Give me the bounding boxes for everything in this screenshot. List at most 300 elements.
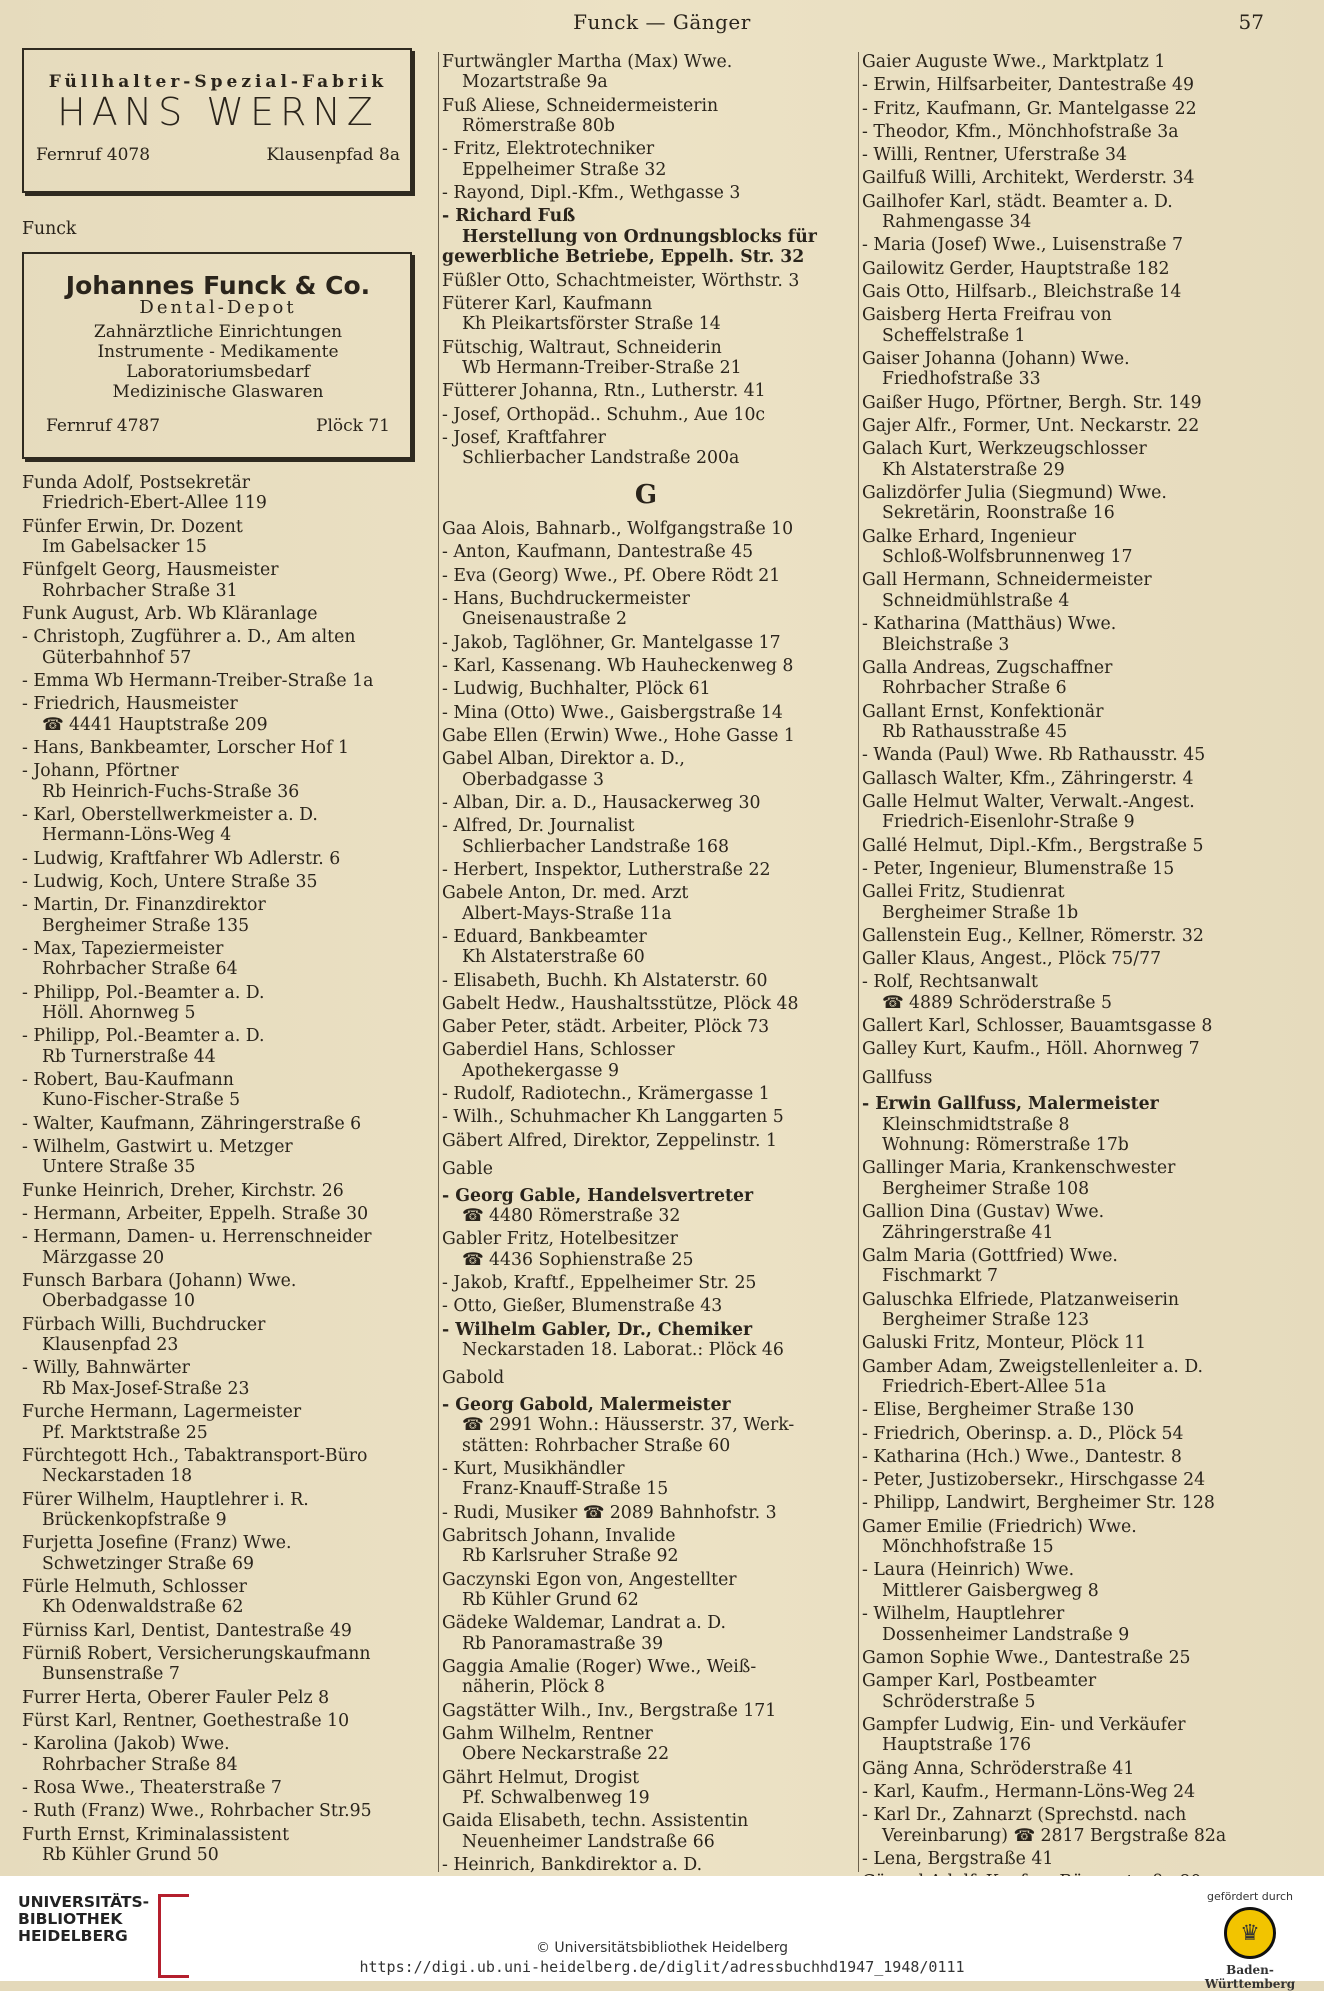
directory-entry (862, 1517, 1270, 1558)
entry-list (442, 1229, 850, 1316)
directory-entry (442, 994, 850, 1014)
entry-line: - Emma Wb Hermann-Treiber-Straße 1a (22, 670, 374, 691)
entry-line: ☎ 4441 Hauptstraße 209 (42, 714, 268, 735)
directory-entry (862, 349, 1270, 390)
entry-line: Vereinbarung) ☎ 2817 Bergstraße 82a (882, 1825, 1227, 1846)
entry-line: Kh Pleikartsförster Straße 14 (462, 314, 721, 335)
entry-line: Fürle Helmuth, Schlosser (22, 1576, 247, 1597)
directory-entry (862, 52, 1270, 72)
entry-line: Funk August, Arb. Wb Kläranlage (22, 603, 318, 624)
directory-entry (442, 405, 850, 425)
entry-line: Rb Karlsruher Straße 92 (462, 1546, 679, 1567)
entry-line: - Jakob, Kraftf., Eppelheimer Str. 25 (442, 1272, 757, 1293)
directory-entry (442, 1296, 850, 1316)
entry-line: Galuschka Elfriede, Platzanweiserin (862, 1289, 1180, 1310)
entry-line: Rb Max-Josef-Straße 23 (42, 1378, 250, 1399)
entry-line: Gailowitz Gerder, Hauptstraße 182 (862, 258, 1170, 279)
entry-line: - Martin, Dr. Finanzdirektor (22, 895, 266, 916)
ad-address: Plöck 71 (316, 416, 390, 437)
directory-entry (862, 393, 1270, 413)
entry-line: ☎ 4480 Römerstraße 32 (462, 1205, 681, 1226)
directory-entry (22, 627, 422, 668)
logo-line: BIBLIOTHEK (18, 1910, 123, 1928)
directory-entry (862, 792, 1270, 833)
column-1 (22, 48, 422, 1868)
directory-entry (22, 1490, 422, 1531)
directory-entry (862, 122, 1270, 142)
entry-line: - Karl, Kassenang. Wb Hauheckenweg 8 (442, 655, 794, 676)
entry-line: - Ludwig, Kraftfahrer Wb Adlerstr. 6 (22, 848, 341, 869)
entry-line: Rb Kühler Grund 50 (42, 1844, 219, 1865)
entry-line: Gamer Emilie (Friedrich) Wwe. (862, 1516, 1137, 1537)
directory-entry (442, 1459, 850, 1500)
entry-line: - Katharina (Matthäus) Wwe. (862, 614, 1117, 635)
section-label-gable: Gable (442, 1159, 493, 1180)
entry-line: Furrer Herta, Oberer Fauler Pelz 8 (22, 1687, 330, 1708)
entry-line: Schloß-Wolfsbrunnenweg 17 (882, 547, 1133, 568)
entry-line: Furche Hermann, Lagermeister (22, 1402, 302, 1423)
entry-line: Pf. Schwalbenweg 19 (462, 1788, 650, 1809)
directory-entry (442, 1613, 850, 1654)
directory-entry (862, 882, 1270, 923)
directory-entry (862, 305, 1270, 346)
directory-entry (862, 1400, 1270, 1420)
column-3 (858, 52, 1270, 1872)
entry-line: - Max, Tapeziermeister (22, 938, 224, 959)
entry-line: Friedrich-Ebert-Allee 119 (42, 493, 267, 514)
directory-entry (442, 656, 850, 676)
entry-line: Rb Panoramastraße 39 (462, 1633, 664, 1654)
entry-line: Gagstätter Wilh., Inv., Bergstraße 171 (442, 1700, 777, 1721)
directory-entry (22, 1204, 422, 1224)
directory-entry (22, 983, 422, 1024)
entry-line: Gailhofer Karl, städt. Beamter a. D. (862, 191, 1173, 212)
entry-line: Rohrbacher Straße 84 (42, 1754, 238, 1775)
directory-entry (442, 1570, 850, 1611)
entry-line: Gährt Helmut, Drogist (442, 1767, 640, 1788)
entry-line: - Karl, Kaufm., Hermann-Löns-Weg 24 (862, 1781, 1196, 1802)
entry-line: Güterbahnhof 57 (42, 647, 192, 668)
entry-line: Gabe Ellen (Erwin) Wwe., Hohe Gasse 1 (442, 725, 795, 746)
entry-line: - Wilhelm, Hauptlehrer (862, 1604, 1065, 1625)
directory-entry (442, 860, 850, 880)
state-seal-icon: ♛ (1224, 1907, 1276, 1959)
entry-line: Rahmengasse 34 (882, 212, 1032, 233)
logo-line: UNIVERSITÄTS- (18, 1893, 150, 1911)
entry-line: - Elisabeth, Buchh. Kh Alstaterstr. 60 (442, 970, 768, 991)
entry-line: Fürniß Robert, Versicherungskaufmann (22, 1643, 371, 1664)
entry-line: Funke Heinrich, Dreher, Kirchstr. 26 (22, 1180, 344, 1201)
entry-line: Apothekergasse 9 (462, 1060, 620, 1081)
directory-entry (22, 1315, 422, 1356)
directory-entry (22, 1734, 422, 1775)
entry-line: Galler Klaus, Angest., Plöck 75/77 (862, 949, 1162, 970)
directory-entry (22, 805, 422, 846)
entry-line: Gamper Karl, Postbeamter (862, 1671, 1097, 1692)
entry-line: - Friedrich, Oberinsp. a. D., Plöck 54 (862, 1423, 1184, 1444)
page-number: 57 (1238, 10, 1264, 34)
directory-entry (862, 570, 1270, 611)
directory-entry (862, 1560, 1270, 1601)
directory-entry (862, 1671, 1270, 1712)
entry-line: - Philipp, Landwirt, Bergheimer Str. 128 (862, 1493, 1215, 1514)
ad-johannes-funck (22, 252, 412, 459)
section-label-gabold: Gabold (442, 1368, 505, 1389)
entry-line: Untere Straße 35 (42, 1157, 196, 1178)
entry-line: - Otto, Gießer, Blumenstraße 43 (442, 1296, 723, 1317)
library-footer (0, 1876, 1324, 1991)
ub-heidelberg-logo[interactable] (18, 1894, 208, 1945)
directory-entry (862, 769, 1270, 789)
entry-line: Gaisberg Herta Freifrau von (862, 305, 1112, 326)
directory-entry (862, 1604, 1270, 1645)
entry-line: Scheffelstraße 1 (882, 325, 1026, 346)
entry-line: - Alfred, Dr. Journalist (442, 816, 635, 837)
entry-line: gewerbliche Betriebe, Eppelh. Str. 32 (442, 247, 805, 268)
directory-entry (442, 816, 850, 857)
entry-line: - Fritz, Elektrotechniker (442, 139, 655, 160)
entry-line: Oberbadgasse 10 (42, 1291, 195, 1312)
entry-line: Hauptstraße 176 (882, 1735, 1032, 1756)
directory-entry (862, 235, 1270, 255)
directory-entry (862, 926, 1270, 946)
ad-phone: Fernruf 4078 (36, 144, 151, 165)
directory-entry (862, 702, 1270, 743)
directory-entry (442, 1657, 850, 1698)
entry-line: Füterer Karl, Kaufmann (442, 293, 653, 314)
entry-line: Obere Neckarstraße 22 (462, 1744, 670, 1765)
entry-line: Friedhofstraße 33 (882, 369, 1041, 390)
ad-line: Laboratoriumsbedarf (126, 362, 310, 383)
directory-entry (862, 192, 1270, 233)
entry-line: Höll. Ahornweg 5 (42, 1003, 196, 1024)
directory-entry (22, 1778, 422, 1798)
entry-line: Gallion Dina (Gustav) Wwe. (862, 1202, 1105, 1223)
directory-entry (862, 1290, 1270, 1331)
directory-entry (22, 517, 422, 558)
entry-line: - Ruth (Franz) Wwe., Rohrbacher Str.95 (22, 1801, 372, 1822)
entry-line: Schröderstraße 5 (882, 1691, 1036, 1712)
entry-line: Pf. Marktstraße 25 (42, 1422, 208, 1443)
directory-entry (862, 282, 1270, 302)
entry-line: - Ludwig, Buchhalter, Plöck 61 (442, 679, 711, 700)
entry-line: Gallenstein Eug., Kellner, Römerstr. 32 (862, 925, 1204, 946)
entry-line: - Wanda (Paul) Wwe. Rb Rathausstr. 45 (862, 745, 1206, 766)
entry-line: Wb Hermann-Treiber-Straße 21 (462, 357, 742, 378)
ad-company-name: Johannes Funck & Co. (65, 270, 371, 300)
directory-entry (862, 658, 1270, 699)
entry-line: - Rolf, Rechtsanwalt (862, 972, 1038, 993)
directory-entry (862, 836, 1270, 856)
entry-line: - Jakob, Taglöhner, Gr. Mantelgasse 17 (442, 632, 781, 653)
entry-line: Gneisenaustraße 2 (462, 609, 627, 630)
directory-entry (862, 99, 1270, 119)
entry-line: - Josef, Orthopäd.. Schuhm., Aue 10c (442, 404, 766, 425)
entry-line: - Eva (Georg) Wwe., Pf. Obere Rödt 21 (442, 565, 781, 586)
featured-entry-richard-fuss (442, 206, 850, 267)
entry-line: Rohrbacher Straße 64 (42, 959, 238, 980)
directory-entry (442, 1040, 850, 1081)
featured-entry-georg-gable (442, 1186, 850, 1227)
entry-line: Brückenkopfstraße 9 (42, 1509, 227, 1530)
entry-line: Mönchhofstraße 15 (882, 1537, 1054, 1558)
entry-line: Rohrbacher Straße 31 (42, 580, 238, 601)
entry-line: Gamber Adam, Zweigstellenleiter a. D. (862, 1356, 1204, 1377)
directory-entry (442, 1131, 850, 1151)
directory-entry (862, 259, 1270, 279)
entry-line: Füßler Otto, Schachtmeister, Wörthstr. 3 (442, 270, 800, 291)
directory-entry (442, 1724, 850, 1765)
entry-line: - Alban, Dir. a. D., Hausackerweg 30 (442, 792, 761, 813)
entry-line: Neuenheimer Landstraße 66 (462, 1831, 715, 1852)
directory-entry (862, 1759, 1270, 1779)
directory-entry (22, 1446, 422, 1487)
directory-entry (22, 473, 422, 514)
entry-line: Schwetzinger Straße 69 (42, 1553, 255, 1574)
entry-line: Zähringerstraße 41 (882, 1222, 1054, 1243)
entry-line: Gaberdiel Hans, Schlosser (442, 1040, 675, 1061)
directory-entry (22, 738, 422, 758)
directory-entry (862, 972, 1270, 1013)
copyright-notice: © Universitätsbibliothek Heidelberg (535, 1940, 788, 1956)
entry-line: Mozartstraße 9a (462, 72, 608, 93)
directory-entry (862, 1202, 1270, 1243)
entry-line: - Anton, Kaufmann, Dantestraße 45 (442, 542, 754, 563)
entry-line: Fischmarkt 7 (882, 1266, 999, 1287)
entry-line: Galle Helmut Walter, Verwalt.-Angest. (862, 791, 1195, 812)
entry-line: - Hans, Buchdruckermeister (442, 588, 690, 609)
entry-line: Mittlerer Gaisbergweg 8 (882, 1580, 1099, 1601)
entry-line: - Philipp, Pol.-Beamter a. D. (22, 1026, 265, 1047)
directory-entry (862, 416, 1270, 436)
entry-line: Fürniss Karl, Dentist, Dantestraße 49 (22, 1620, 352, 1641)
directory-entry (862, 483, 1270, 524)
directory-entry (22, 1688, 422, 1708)
entry-line: Eppelheimer Straße 32 (462, 159, 667, 180)
entry-line: Herstellung von Ordnungsblocks für (462, 226, 817, 247)
entry-line: Dossenheimer Landstraße 9 (882, 1624, 1130, 1645)
entry-line: Rb Kühler Grund 62 (462, 1589, 639, 1610)
entry-line: näherin, Plöck 8 (462, 1677, 605, 1698)
entry-line: Klausenpfad 23 (42, 1335, 179, 1356)
directory-entry (862, 745, 1270, 765)
entry-line: - Rosa Wwe., Theaterstraße 7 (22, 1777, 282, 1798)
funding-badge (1200, 1890, 1300, 1991)
entry-line: Gabler Fritz, Hotelbesitzer (442, 1229, 678, 1250)
entry-line: - Josef, Kraftfahrer (442, 427, 606, 448)
directory-entry (442, 52, 850, 93)
entry-line: Kh Alstaterstraße 29 (882, 459, 1065, 480)
directory-entry (862, 1357, 1270, 1398)
entry-line: - Peter, Justizobersekr., Hirschgasse 24 (862, 1470, 1206, 1491)
entry-line: - Heinrich, Bankdirektor a. D. (442, 1855, 703, 1876)
directory-entry (442, 96, 850, 137)
entry-line: Galuski Fritz, Monteur, Plöck 11 (862, 1333, 1147, 1354)
entry-line: Gallinger Maria, Krankenschwester (862, 1158, 1176, 1179)
entry-line: - Georg Gable, Handelsvertreter (442, 1185, 754, 1206)
entry-line: Gallasch Walter, Kfm., Zähringerstr. 4 (862, 768, 1194, 789)
entry-line: Märzgasse 20 (42, 1247, 165, 1268)
column-2 (438, 52, 850, 1876)
entry-line: Gaiser Johanna (Johann) Wwe. (862, 349, 1130, 370)
funded-by-label: gefördert durch (1206, 1890, 1294, 1903)
directory-entry (22, 1533, 422, 1574)
entry-line: Römerstraße 80b (462, 116, 615, 137)
directory-entry (22, 1711, 422, 1731)
directory-entry (442, 1526, 850, 1567)
directory-entry (442, 679, 850, 699)
directory-entry (862, 1782, 1270, 1802)
directory-entry (862, 439, 1270, 480)
directory-entry (22, 1801, 422, 1821)
entry-line: Bergheimer Straße 108 (882, 1178, 1090, 1199)
directory-entry (862, 1648, 1270, 1668)
entry-line: Gabritsch Johann, Invalide (442, 1525, 676, 1546)
entry-line: Gais Otto, Hilfsarb., Bleichstraße 14 (862, 282, 1182, 303)
state-name: Baden-Württemberg (1204, 1963, 1296, 1991)
entry-line: Neckarstaden 18. Laborat.: Plöck 46 (462, 1339, 784, 1360)
directory-entry (862, 1849, 1270, 1869)
directory-entry (442, 1229, 850, 1270)
entry-line: - Karolina (Jakob) Wwe. (22, 1734, 230, 1755)
directory-entry (862, 1039, 1270, 1059)
directory-entry (442, 726, 850, 746)
entry-line: Rb Heinrich-Fuchs-Straße 36 (42, 781, 300, 802)
entry-line: - Katharina (Hch.) Wwe., Dantestr. 8 (862, 1446, 1182, 1467)
entry-line: - Laura (Heinrich) Wwe. (862, 1560, 1075, 1581)
section-letter-g: G (634, 479, 658, 510)
entry-line: - Willi, Rentner, Uferstraße 34 (862, 145, 1127, 166)
entry-line: Bleichstraße 3 (882, 634, 1010, 655)
entry-line: - Christoph, Zugführer a. D., Am alten (22, 627, 356, 648)
directory-entry (862, 949, 1270, 969)
entry-line: Furtwängler Martha (Max) Wwe. (442, 52, 733, 72)
directory-entry (442, 1107, 850, 1127)
entry-line: - Ludwig, Koch, Untere Straße 35 (22, 871, 318, 892)
ad-phone: Fernruf 4787 (46, 416, 161, 437)
entry-line: Wohnung: Römerstraße 17b (882, 1135, 1129, 1156)
entry-line: Friedrich-Ebert-Allee 51a (882, 1376, 1107, 1397)
directory-entry (442, 1768, 850, 1809)
entry-line: - Hans, Bankbeamter, Lorscher Hof 1 (22, 737, 349, 758)
directory-entry (442, 1503, 850, 1523)
entry-line: Galm Maria (Gottfried) Wwe. (862, 1245, 1118, 1266)
entry-line: Galke Erhard, Ingenieur (862, 526, 1076, 547)
entry-line: - Maria (Josef) Wwe., Luisenstraße 7 (862, 235, 1183, 256)
directory-entry (22, 694, 422, 735)
entry-line: Gabele Anton, Dr. med. Arzt (442, 883, 689, 904)
ad-company-name: HANS WERNZ (57, 90, 379, 135)
ad-address: Klausenpfad 8a (266, 144, 400, 165)
directory-entry (862, 168, 1270, 188)
permalink[interactable]: https://digi.ub.uni-heidelberg.de/diglit/adressbuchhd1947_1948/0111 (359, 1958, 965, 1976)
entry-line: Fürchtegott Hch., Tabaktransport-Büro (22, 1445, 368, 1466)
ad-line: Instrumente - Medikamente (97, 342, 339, 363)
entry-list (22, 473, 422, 1866)
entry-line: Kleinschmidtstraße 8 (882, 1114, 1070, 1135)
directory-entry (22, 1026, 422, 1067)
directory-entry (22, 1181, 422, 1201)
entry-line: Galley Kurt, Kaufm., Höll. Ahornweg 7 (862, 1039, 1200, 1060)
entry-line: Gaggia Amalie (Roger) Wwe., Weiß- (442, 1656, 757, 1677)
entry-line: - Fritz, Kaufmann, Gr. Mantelgasse 22 (862, 98, 1197, 119)
directory-entry (22, 1114, 422, 1134)
entry-line: Fürbach Willi, Buchdrucker (22, 1314, 266, 1335)
directory-entry (22, 849, 422, 869)
directory-entry (442, 1084, 850, 1104)
directory-entry (442, 542, 850, 562)
directory-entry (862, 527, 1270, 568)
directory-entry (22, 1227, 422, 1268)
entry-line: Franz-Knauff-Straße 15 (462, 1479, 669, 1500)
entry-line: - Theodor, Kfm., Mönchhofstraße 3a (862, 121, 1179, 142)
entry-line: Gamon Sophie Wwe., Dantestraße 25 (862, 1647, 1191, 1668)
entry-line: Kuno-Fischer-Straße 5 (42, 1090, 241, 1111)
directory-entry (22, 671, 422, 691)
entry-line: Schneidmühlstraße 4 (882, 590, 1070, 611)
directory-entry (862, 859, 1270, 879)
directory-entry (442, 749, 850, 790)
entry-line: Furjetta Josefine (Franz) Wwe. (22, 1533, 292, 1554)
entry-line: Gallé Helmut, Dipl.-Kfm., Bergstraße 5 (862, 835, 1204, 856)
entry-line: Gall Hermann, Schneidermeister (862, 570, 1152, 591)
directory-entry (22, 939, 422, 980)
entry-line: Schlierbacher Landstraße 168 (462, 836, 729, 857)
entry-line: - Richard Fuß (442, 206, 576, 227)
entry-list (442, 1459, 850, 1896)
entry-line: - Herbert, Inspektor, Lutherstraße 22 (442, 859, 771, 880)
entry-line: Gäng Anna, Schröderstraße 41 (862, 1758, 1135, 1779)
entry-line: - Wilhelm Gabler, Dr., Chemiker (442, 1319, 753, 1340)
directory-entry (442, 971, 850, 991)
entry-list (862, 52, 1270, 1060)
directory-entry (862, 145, 1270, 165)
entry-line: ☎ 4436 Sophienstraße 25 (462, 1249, 694, 1270)
directory-entry (442, 1273, 850, 1293)
entry-line: - Eduard, Bankbeamter (442, 926, 647, 947)
entry-line: - Friedrich, Hausmeister (22, 694, 238, 715)
entry-line: - Peter, Ingenieur, Blumenstraße 15 (862, 858, 1175, 879)
directory-entry (862, 1805, 1270, 1846)
directory-entry (22, 1577, 422, 1618)
entry-line: Hermann-Löns-Weg 4 (42, 825, 232, 846)
directory-entry (22, 1621, 422, 1641)
entry-line: Gaber Peter, städt. Arbeiter, Plöck 73 (442, 1017, 770, 1038)
entry-line: - Johann, Pförtner (22, 761, 179, 782)
entry-line: Gädeke Waldemar, Landrat a. D. (442, 1613, 726, 1634)
entry-line: Bergheimer Straße 123 (882, 1309, 1090, 1330)
directory-entry (22, 761, 422, 802)
entry-line: Fuß Aliese, Schneidermeisterin (442, 95, 719, 116)
entry-line: - Wilhelm, Gastwirt u. Metzger (22, 1137, 293, 1158)
entry-line: Gaa Alois, Bahnarb., Wolfgangstraße 10 (442, 519, 794, 540)
directory-entry (442, 271, 850, 291)
entry-line: Gaier Auguste Wwe., Marktplatz 1 (862, 52, 1166, 72)
directory-entry (442, 793, 850, 813)
directory-entry (442, 519, 850, 539)
directory-entry (442, 589, 850, 630)
entry-line: - Wilh., Schuhmacher Kh Langgarten 5 (442, 1107, 784, 1128)
entry-line: Gaida Elisabeth, techn. Assistentin (442, 1811, 749, 1832)
directory-entry (862, 1424, 1270, 1444)
entry-line: - Erwin, Hilfsarbeiter, Dantestraße 49 (862, 75, 1195, 96)
entry-line: Gampfer Ludwig, Ein- und Verkäufer (862, 1714, 1186, 1735)
entry-line: - Kurt, Musikhändler (442, 1458, 625, 1479)
directory-entry (442, 338, 850, 379)
entry-line: stätten: Rohrbacher Straße 60 (462, 1435, 731, 1456)
entry-line: - Philipp, Pol.-Beamter a. D. (22, 982, 265, 1003)
directory-entry (442, 428, 850, 469)
